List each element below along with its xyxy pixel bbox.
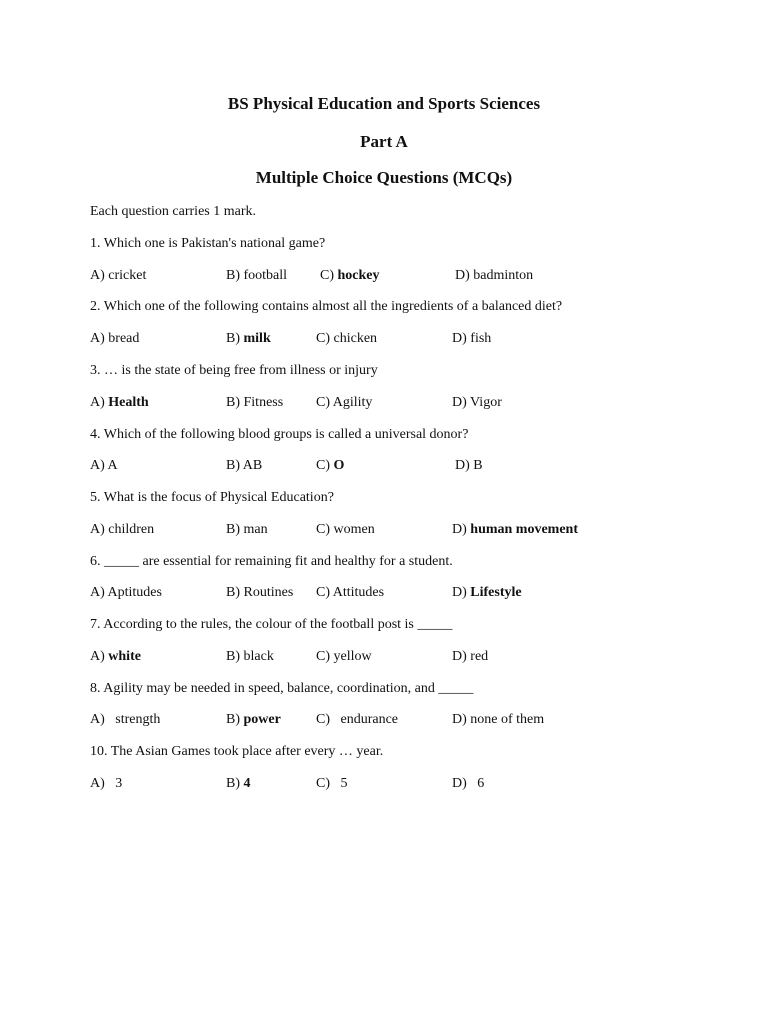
question-1-text: 1. Which one is Pakistan's national game?: [90, 236, 326, 251]
option-a: A) bread: [90, 331, 140, 346]
option-b: B) man: [226, 522, 268, 537]
option-c: C) Attitudes: [316, 585, 385, 600]
option-a-correct: A) white: [90, 649, 141, 664]
option-d: D) 6: [452, 776, 485, 791]
question-7-options: [0, 648, 768, 666]
question-7-text: 7. According to the rules, the colour of the football post is _____: [90, 617, 453, 632]
question-4-text: 4. Which of the following blood groups is called a universal donor?: [90, 427, 469, 442]
document-title: BS Physical Education and Sports Sciences: [227, 94, 541, 113]
question-1-options: [0, 267, 768, 285]
question-4-options: [0, 457, 768, 475]
option-a: A) A: [90, 458, 118, 473]
option-b-correct: B) 4: [226, 776, 251, 791]
option-b: B) football: [226, 268, 288, 283]
question-3-options: [0, 394, 768, 412]
option-c-correct: C) O: [316, 458, 345, 473]
option-a: A) Aptitudes: [90, 585, 162, 600]
option-a: A) 3: [90, 776, 123, 791]
option-c: C) women: [316, 522, 375, 537]
question-2-text: 2. Which one of the following contains almost all the ingredients of a balanced diet?: [90, 299, 563, 314]
question-8-options: [0, 711, 768, 729]
option-c: C) endurance: [316, 712, 399, 727]
question-10-options: [0, 775, 768, 793]
option-c: C) chicken: [316, 331, 378, 346]
option-d: D) badminton: [455, 268, 534, 283]
question-10-text: 10. The Asian Games took place after every … year.: [90, 744, 384, 759]
question-3-text: 3. … is the state of being free from illness or injury: [90, 363, 378, 378]
option-b: B) Fitness: [226, 395, 284, 410]
option-d: D) fish: [452, 331, 492, 346]
option-d: D) B: [455, 458, 483, 473]
section-heading: Multiple Choice Questions (MCQs): [255, 168, 513, 187]
option-d: D) none of them: [452, 712, 545, 727]
option-b-correct: B) milk: [226, 331, 271, 346]
question-6-options: [0, 584, 768, 602]
question-8-text: 8. Agility may be needed in speed, balance, coordination, and _____: [90, 681, 474, 696]
option-b: B) AB: [226, 458, 263, 473]
option-c: C) Agility: [316, 395, 373, 410]
option-d-correct: D) human movement: [452, 522, 579, 537]
option-b: B) black: [226, 649, 274, 664]
option-a: A) strength: [90, 712, 161, 727]
option-d: D) Vigor: [452, 395, 502, 410]
option-c: C) 5: [316, 776, 348, 791]
part-heading: Part A: [360, 132, 408, 151]
instructions: Each question carries 1 mark.: [90, 204, 256, 219]
question-6-text: 6. _____ are essential for remaining fit and healthy for a student.: [90, 554, 453, 569]
option-b-correct: B) power: [226, 712, 281, 727]
option-c: C) yellow: [316, 649, 372, 664]
option-d-correct: D) Lifestyle: [452, 585, 522, 600]
option-a: A) cricket: [90, 268, 147, 283]
question-5-options: [0, 521, 768, 539]
option-a-correct: A) Health: [90, 395, 149, 410]
option-d: D) red: [452, 649, 489, 664]
option-a: A) children: [90, 522, 155, 537]
option-b: B) Routines: [226, 585, 294, 600]
question-2-options: [0, 330, 768, 348]
question-5-text: 5. What is the focus of Physical Education?: [90, 490, 334, 505]
option-c-correct: C) hockey: [320, 268, 380, 283]
